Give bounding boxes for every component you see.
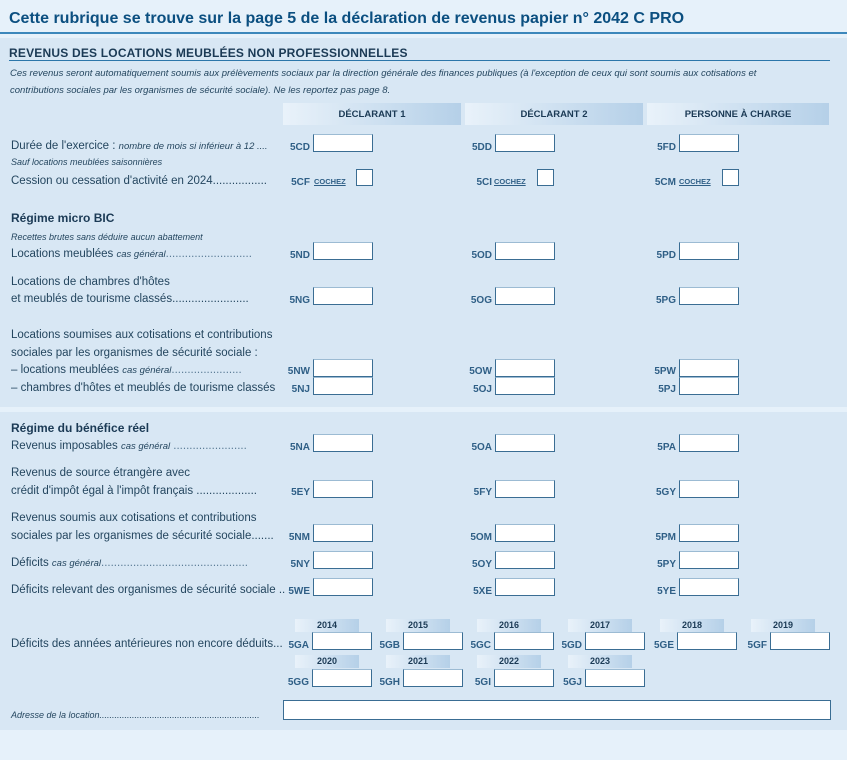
duree-note: nombre de mois si inférieur à 12 .... bbox=[118, 141, 268, 152]
input-5pd[interactable] bbox=[679, 242, 739, 260]
year-2016: 2016 bbox=[477, 619, 541, 632]
column-header-personne-a-charge: PERSONNE À CHARGE bbox=[647, 103, 829, 125]
code-5pw: 5PW bbox=[654, 366, 676, 377]
soumises-a-text: – locations meublées bbox=[11, 364, 120, 376]
cession-label: Cession ou cessation d'activité en 2024................. bbox=[11, 175, 267, 187]
input-5ye[interactable] bbox=[679, 578, 739, 596]
input-5pm[interactable] bbox=[679, 524, 739, 542]
intro-line-1: Ces revenus seront automatiquement soumis aux prélèvements sociaux par la direction générale des finances publiques (à l'exception de ceux qui sont soumis aux cotisations et bbox=[10, 68, 757, 79]
code-5cm: 5CM bbox=[654, 177, 676, 188]
duree-text: Durée de l'exercice : bbox=[11, 140, 116, 152]
code-5fy: 5FY bbox=[473, 487, 492, 498]
input-5gj[interactable] bbox=[585, 669, 645, 687]
deficits-dots: .............................................. bbox=[101, 557, 249, 569]
soumises-label-line-1: Locations soumises aux cotisations et contributions bbox=[11, 329, 273, 341]
code-5od: 5OD bbox=[471, 250, 492, 261]
deficits-note: cas général bbox=[51, 558, 102, 569]
input-5fd[interactable] bbox=[679, 134, 739, 152]
checkbox-5cm[interactable] bbox=[722, 169, 739, 186]
locations-note: cas général bbox=[116, 249, 166, 260]
section-heading: REVENUS DES LOCATIONS MEUBLÉES NON PROFESSIONNELLES bbox=[9, 46, 408, 60]
code-5cf: 5CF bbox=[291, 177, 310, 188]
input-5py[interactable] bbox=[679, 551, 739, 569]
imposables-label bbox=[11, 440, 247, 452]
year-2022: 2022 bbox=[477, 655, 541, 668]
etranger-label-line-1: Revenus de source étrangère avec bbox=[11, 467, 190, 479]
code-5gf: 5GF bbox=[747, 640, 767, 651]
input-5xe[interactable] bbox=[495, 578, 555, 596]
code-5pg: 5PG bbox=[655, 295, 676, 306]
chambres-label-line-2: et meublés de tourisme classés........................ bbox=[11, 293, 249, 305]
input-5pa[interactable] bbox=[679, 434, 739, 452]
duree-label bbox=[11, 140, 268, 152]
input-5ng[interactable] bbox=[313, 287, 373, 305]
code-5gi: 5GI bbox=[474, 677, 491, 688]
code-5py: 5PY bbox=[657, 559, 676, 570]
input-5ow[interactable] bbox=[495, 359, 555, 377]
input-5nw[interactable] bbox=[313, 359, 373, 377]
column-header-declarant-2: DÉCLARANT 2 bbox=[465, 103, 643, 125]
input-5we[interactable] bbox=[313, 578, 373, 596]
code-5gd: 5GD bbox=[561, 640, 582, 651]
code-5gg: 5GG bbox=[287, 677, 309, 688]
locations-dots: ........................... bbox=[165, 248, 252, 260]
code-5we: 5WE bbox=[288, 586, 310, 597]
intro-line-2: contributions sociales par les organismes de sécurité sociale). Ne les reportez pas page 8. bbox=[10, 85, 391, 96]
adresse-label: Adresse de la location................................................................ bbox=[11, 710, 260, 720]
code-5nw: 5NW bbox=[287, 366, 310, 377]
deficits-org-label: Déficits relevant des organismes de sécurité sociale .. bbox=[11, 584, 286, 596]
input-5nd[interactable] bbox=[313, 242, 373, 260]
code-5na: 5NA bbox=[289, 442, 310, 453]
section-intro bbox=[10, 65, 825, 99]
reel-heading: Régime du bénéfice réel bbox=[11, 421, 150, 435]
imposables-text: Revenus imposables bbox=[11, 440, 118, 452]
code-5pa: 5PA bbox=[657, 442, 676, 453]
soumises-a-label bbox=[11, 364, 242, 376]
input-5pg[interactable] bbox=[679, 287, 739, 305]
imposables-note: cas général bbox=[120, 441, 171, 452]
input-5gy[interactable] bbox=[679, 480, 739, 498]
page-title: Cette rubrique se trouve sur la page 5 de la déclaration de revenus papier n° 2042 C PRO bbox=[9, 10, 685, 27]
code-5gy: 5GY bbox=[655, 487, 676, 498]
code-5ye: 5YE bbox=[657, 586, 676, 597]
year-2019: 2019 bbox=[751, 619, 815, 632]
input-5na[interactable] bbox=[313, 434, 373, 452]
code-5gb: 5GB bbox=[379, 640, 400, 651]
soumises-a-dots: ...................... bbox=[171, 364, 242, 376]
micro-bic-heading: Régime micro BIC bbox=[11, 211, 115, 225]
code-5pj: 5PJ bbox=[658, 384, 676, 395]
input-5gf[interactable] bbox=[770, 632, 830, 650]
year-2021: 2021 bbox=[386, 655, 450, 668]
input-5dd[interactable] bbox=[495, 134, 555, 152]
year-2017: 2017 bbox=[568, 619, 632, 632]
chambres-label-line-1: Locations de chambres d'hôtes bbox=[11, 276, 170, 288]
code-5xe: 5XE bbox=[473, 586, 492, 597]
checkbox-5ci[interactable] bbox=[537, 169, 554, 186]
micro-bic-note: Recettes brutes sans déduire aucun abattement bbox=[11, 232, 203, 242]
anterieurs-label: Déficits des années antérieures non encore déduits... bbox=[11, 638, 283, 650]
cochez-label-3: COCHEZ bbox=[679, 177, 711, 186]
code-5ow: 5OW bbox=[469, 366, 492, 377]
sauf-note: Sauf locations meublées saisonnières bbox=[11, 157, 163, 167]
input-5ny[interactable] bbox=[313, 551, 373, 569]
locations-text: Locations meublées bbox=[11, 248, 114, 260]
code-5ey: 5EY bbox=[291, 487, 310, 498]
checkbox-5cf[interactable] bbox=[356, 169, 373, 186]
code-5nm: 5NM bbox=[288, 532, 310, 543]
soumises-a-note: cas général bbox=[122, 365, 172, 376]
code-5oy: 5OY bbox=[471, 559, 492, 570]
input-5od[interactable] bbox=[495, 242, 555, 260]
cochez-label-2: COCHEZ bbox=[494, 177, 526, 186]
code-5ge: 5GE bbox=[653, 640, 674, 651]
input-5nj[interactable] bbox=[313, 377, 373, 395]
adresse-input[interactable] bbox=[283, 700, 831, 720]
title-rule bbox=[0, 32, 847, 34]
soumises-label-line-2: sociales par les organismes de sécurité sociale : bbox=[11, 347, 258, 359]
code-5og: 5OG bbox=[470, 295, 492, 306]
code-5pd: 5PD bbox=[656, 250, 676, 261]
code-5dd: 5DD bbox=[471, 142, 492, 153]
code-5gj: 5GJ bbox=[563, 677, 582, 688]
code-5ga: 5GA bbox=[288, 640, 309, 651]
deficits-label bbox=[11, 557, 248, 569]
locations-label bbox=[11, 248, 252, 260]
code-5pm: 5PM bbox=[655, 532, 676, 543]
cochez-label-1: COCHEZ bbox=[314, 177, 346, 186]
column-header-declarant-1: DÉCLARANT 1 bbox=[283, 103, 461, 125]
code-5ci: 5CI bbox=[476, 177, 492, 188]
code-5nj: 5NJ bbox=[291, 384, 310, 395]
code-5nd: 5ND bbox=[289, 250, 310, 261]
code-5ng: 5NG bbox=[289, 295, 310, 306]
code-5gh: 5GH bbox=[379, 677, 400, 688]
soumis-label-line-2: sociales par les organismes de sécurité sociale....... bbox=[11, 530, 274, 542]
etranger-label-line-2: crédit d'impôt égal à l'impôt français ................... bbox=[11, 485, 257, 497]
input-5fy[interactable] bbox=[495, 480, 555, 498]
input-5oa[interactable] bbox=[495, 434, 555, 452]
input-5nm[interactable] bbox=[313, 524, 373, 542]
year-2018: 2018 bbox=[660, 619, 724, 632]
code-5cd: 5CD bbox=[289, 142, 310, 153]
year-2023: 2023 bbox=[568, 655, 632, 668]
code-5oj: 5OJ bbox=[473, 384, 492, 395]
code-5gc: 5GC bbox=[470, 640, 491, 651]
input-5og[interactable] bbox=[495, 287, 555, 305]
input-5om[interactable] bbox=[495, 524, 555, 542]
input-5ey[interactable] bbox=[313, 480, 373, 498]
code-5om: 5OM bbox=[470, 532, 492, 543]
code-5oa: 5OA bbox=[471, 442, 492, 453]
input-5cd[interactable] bbox=[313, 134, 373, 152]
input-5oj[interactable] bbox=[495, 377, 555, 395]
section-rule bbox=[9, 60, 830, 61]
input-5pj[interactable] bbox=[679, 377, 739, 395]
year-2020: 2020 bbox=[295, 655, 359, 668]
imposables-dots: ....................... bbox=[170, 440, 247, 452]
year-2015: 2015 bbox=[386, 619, 450, 632]
code-5fd: 5FD bbox=[657, 142, 676, 153]
year-2014: 2014 bbox=[295, 619, 359, 632]
soumis-label-line-1: Revenus soumis aux cotisations et contributions bbox=[11, 512, 257, 524]
input-5pw[interactable] bbox=[679, 359, 739, 377]
input-5oy[interactable] bbox=[495, 551, 555, 569]
code-5ny: 5NY bbox=[290, 559, 310, 570]
deficits-text: Déficits bbox=[11, 557, 49, 569]
soumises-b-label: – chambres d'hôtes et meublés de tourisme classés bbox=[11, 382, 276, 394]
